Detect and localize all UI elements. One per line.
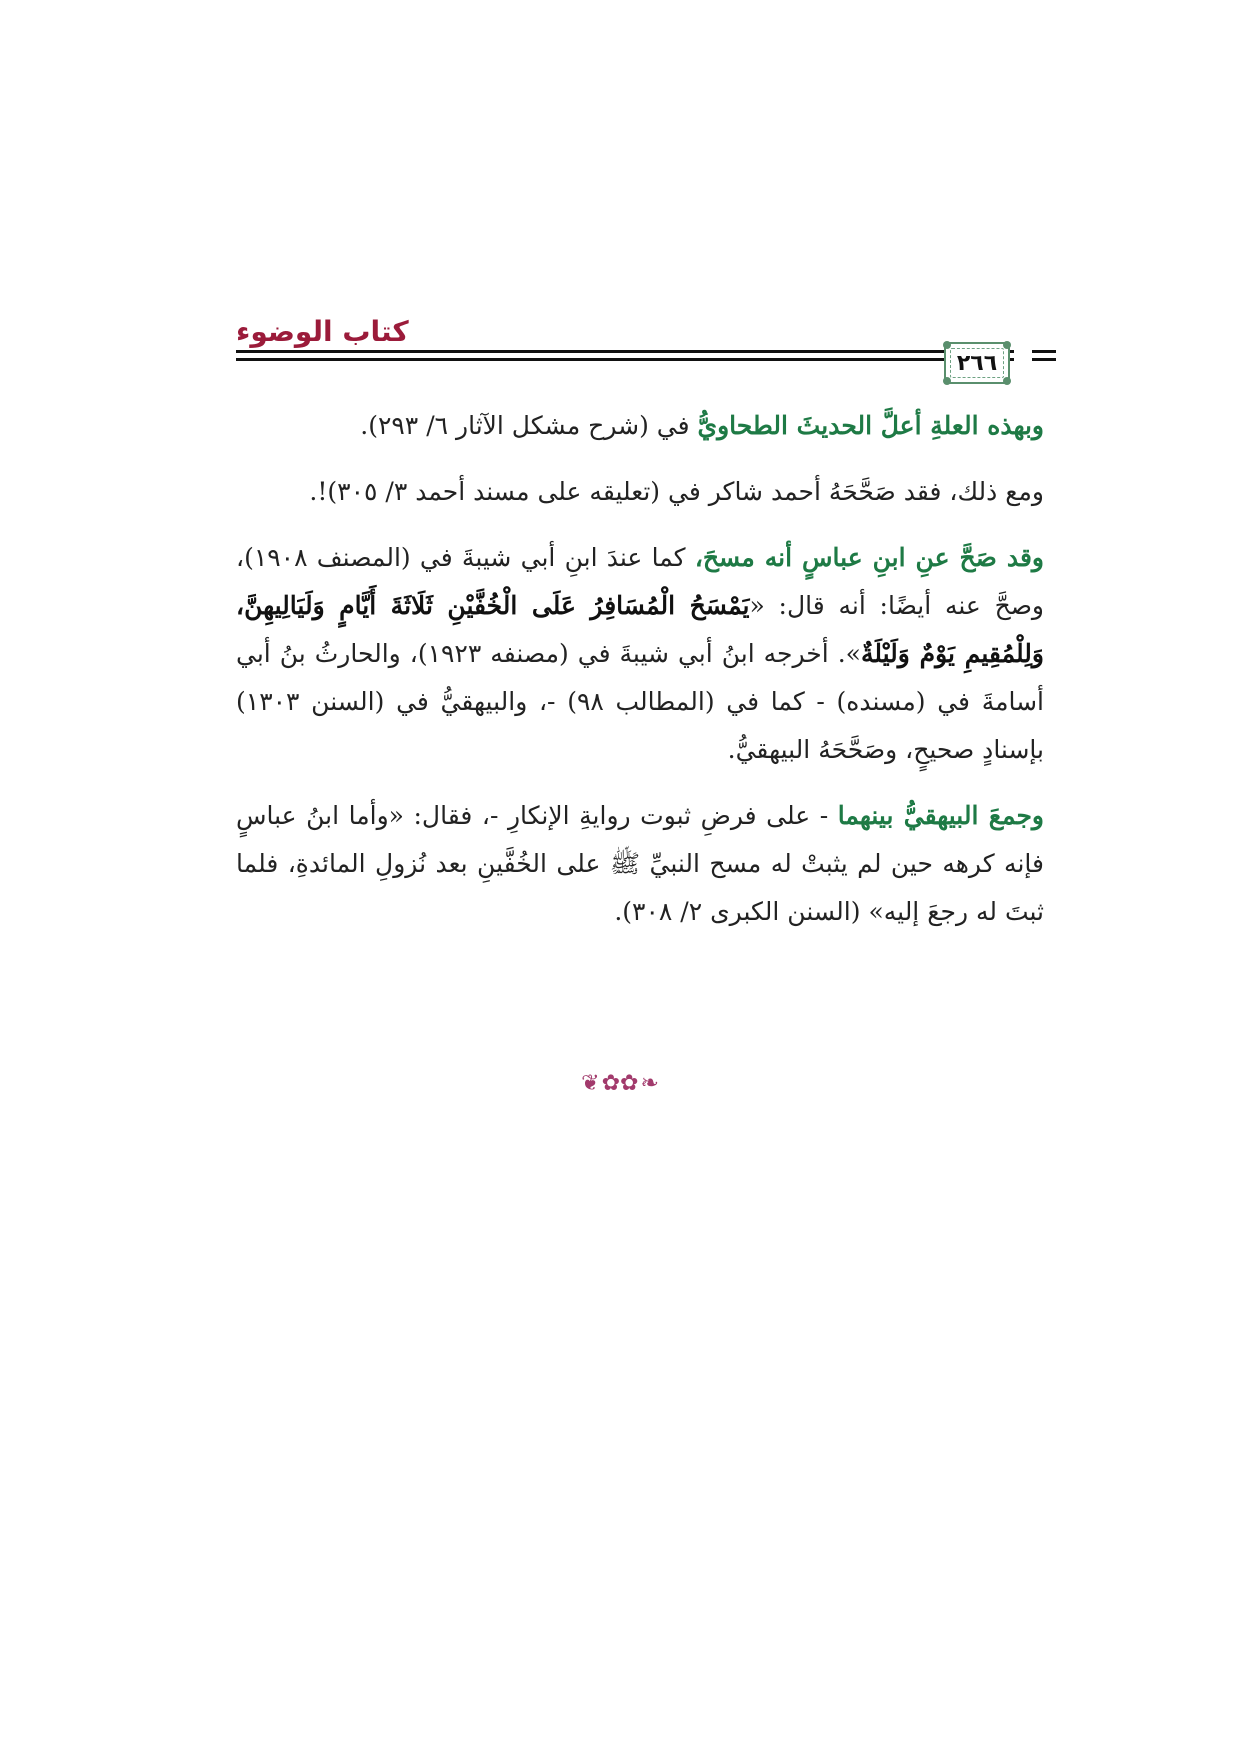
header-rule-right-top: [1032, 350, 1056, 353]
running-title: كتاب الوضوء: [236, 315, 409, 348]
paragraph-bayhaqi: [236, 792, 1044, 936]
paragraph-text: ومع ذلك، فقد صَحَّحَهُ أحمد شاكر في (تعليقه على مسند أحمد ٣/ ٣٠٥)!.: [309, 477, 1044, 506]
header-rule-bottom: [236, 358, 1014, 361]
badge-corner-ornament: [1003, 377, 1011, 385]
page-number: ٢٦٦: [956, 350, 998, 376]
header-rule-top: [236, 350, 1014, 353]
paragraph-lead: وجمعَ البيهقيُّ بينهما: [837, 801, 1044, 830]
paragraph-text: في (شرح مشكل الآثار ٦/ ٢٩٣).: [360, 411, 698, 440]
flourish-icon: ❧: [640, 1071, 659, 1096]
badge-corner-ornament: [1003, 341, 1011, 349]
badge-corner-ornament: [943, 341, 951, 349]
paragraph-text: كما عندَ ابنِ أبي شيبةَ في (المصنف ١٩٠٨)، وصحَّ عنه أيضًا: أنه قال: «: [236, 543, 1045, 620]
paragraph-text: ». أخرجه ابنُ أبي شيبةَ في (مصنفه ١٩٢٣)، والحارثُ بنُ أبي أسامةَ في (مسنده) - كما في (المطالب ٩٨) -، والبيهقيُّ في (السنن ١٣٠٣) بإسنادٍ صحيحٍ، وصَحَّحَهُ البيهقيُّ.: [236, 639, 1045, 764]
paragraph-ibn-abbas: [236, 534, 1044, 774]
paragraph-lead: وبهذه العلةِ أعلَّ الحديثَ الطحاويُّ: [697, 411, 1044, 440]
flourish-icon: ❦: [581, 1071, 600, 1096]
section-end-ornament: [580, 1070, 660, 1098]
paragraph-lead: وقد صَحَّ عنِ ابنِ عباسٍ أنه مسحَ،: [694, 543, 1044, 572]
page-number-badge: [944, 342, 1010, 384]
badge-corner-ornament: [943, 377, 951, 385]
paragraph-tahawi: [236, 402, 1044, 450]
page-body: [236, 402, 1044, 950]
paragraph-text: - على فرضِ ثبوت روايةِ الإنكارِ -، فقال: «وأما ابنُ عباسٍ فإنه كرهه حين لم يثبتْ له مسح النبيِّ ﷺ على الخُفَّينِ بعد نُزولِ المائدةِ، فلما ثبتَ له رجعَ إليه» (السنن الكبرى ٢/ ٣٠٨).: [236, 801, 1044, 926]
hadith-quote: يَمْسَحُ الْمُسَافِرُ عَلَى الْخُفَّيْنِ ثَلَاثَةَ أَيَّامٍ وَلَيَالِيهِنَّ، وَلِلْمُقِيمِ يَوْمٌ وَلَيْلَةٌ: [236, 591, 1044, 668]
flower-icon: ✿✿: [601, 1071, 639, 1096]
header-rule-right-bottom: [1032, 358, 1056, 361]
paragraph-shakir: [236, 468, 1044, 516]
